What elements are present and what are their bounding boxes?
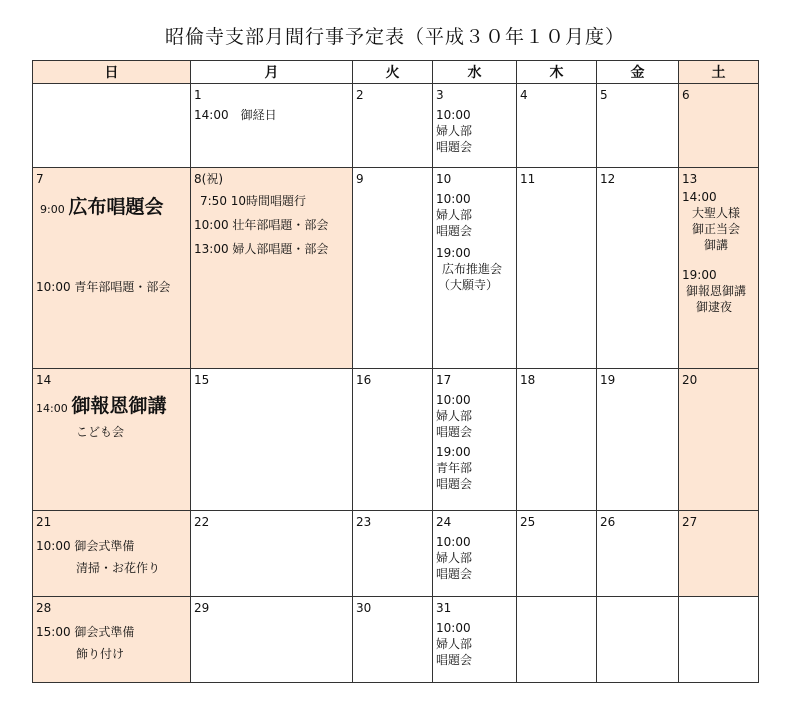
day-number: 5 [600,88,608,102]
day-cell-26 [597,511,679,597]
day-cell-22 [191,511,353,597]
day-number: 13 [682,172,698,186]
event-line: 唱題会 [436,653,473,667]
day-number: 1 [194,88,202,102]
day-number: 2 [356,88,364,102]
day-number: 31 [436,601,452,615]
day-cell-18 [517,369,597,511]
day-cell-15 [191,369,353,511]
event-line: 広布推進会 [442,262,503,276]
day-cell-3 [433,84,517,168]
day-number: 12 [600,172,616,186]
event-line: 御正当会 [692,222,741,236]
event-time: 14:00 [682,190,717,204]
event-line: 婦人部 [436,208,473,222]
day-number: 14 [36,373,52,387]
week-row [33,84,759,168]
week-row [33,369,759,511]
day-cell-1 [191,84,353,168]
day-cell-6 [679,84,759,168]
event-line: 飾り付け [76,647,125,661]
event-line: 婦人部 [436,124,473,138]
event-line: 婦人部 [436,637,473,651]
event-line: 御逮夜 [696,300,733,314]
day-number: 10 [436,172,452,186]
day-cell-29 [191,597,353,683]
event-line: 唱題会 [436,477,473,491]
event-time: 9:00 [40,203,65,216]
day-cell [679,597,759,683]
event-line: 御講 [704,238,729,252]
day-cell-16 [353,369,433,511]
page-title: 昭倫寺支部月間行事予定表（平成３０年１０月度） [164,26,625,48]
event-title: 広布唱題会 [68,196,164,218]
event-line: 婦人部 [436,551,473,565]
weekday-thu: 木 [517,61,597,84]
day-cell-10 [433,168,517,369]
day-number: 7 [36,172,44,186]
day-number: 28 [36,601,52,615]
day-number: 6 [682,88,690,102]
day-cell-30 [353,597,433,683]
event-line: 青年部 [436,461,473,475]
week-row [33,168,759,369]
day-cell-21 [33,511,191,597]
day-cell [597,597,679,683]
event-line: 清掃・お花作り [76,561,161,575]
event-line: 10:00 御会式準備 [36,539,135,553]
weekday-header-row [33,61,759,84]
event-headline [36,394,187,418]
day-cell-8 [191,168,353,369]
weekday-wed: 水 [433,61,517,84]
day-number: 3 [436,88,444,102]
day-number: 27 [682,515,698,529]
day-number: 30 [356,601,372,615]
calendar-table [32,60,759,683]
week-row [33,597,759,683]
event-line: 唱題会 [436,567,473,581]
event-time: 14:00 [36,402,68,415]
weekday-mon: 月 [191,61,353,84]
day-cell-24 [433,511,517,597]
day-number: 16 [356,373,372,387]
event-line: 唱題会 [436,140,473,154]
day-cell-5 [597,84,679,168]
day-number: 18 [520,373,536,387]
day-cell-12 [597,168,679,369]
weekday-sat: 土 [679,61,759,84]
day-number: 19 [600,373,616,387]
day-number: 20 [682,373,698,387]
day-cell-11 [517,168,597,369]
event-line: 14:00 御経日 [194,108,277,122]
day-number: 8(祝) [194,172,223,186]
day-cell-27 [679,511,759,597]
day-cell-28 [33,597,191,683]
weekday-fri: 金 [597,61,679,84]
event-time: 19:00 [436,445,471,459]
event-line: （大願寺） [438,278,499,292]
event-time: 19:00 [436,246,471,260]
day-number: 17 [436,373,452,387]
event-line: 御報恩御講 [686,284,747,298]
event-time: 10:00 [436,192,471,206]
event-time: 10:00 [436,535,471,549]
event-time: 10:00 [436,108,471,122]
day-number: 26 [600,515,616,529]
day-cell-2 [353,84,433,168]
day-number: 21 [36,515,52,529]
day-number: 15 [194,373,210,387]
event-line: 大聖人様 [692,206,741,220]
day-cell-14 [33,369,191,511]
event-line: 唱題会 [436,224,473,238]
event-line: 10:00 壮年部唱題・部会 [194,218,329,232]
day-cell-9 [353,168,433,369]
day-cell-7 [33,168,191,369]
event-line: 10:00 青年部唱題・部会 [36,280,171,294]
event-line: 15:00 御会式準備 [36,625,135,639]
day-number: 23 [356,515,372,529]
day-cell-23 [353,511,433,597]
weekday-sun: 日 [33,61,191,84]
event-title: 御報恩御講 [71,395,167,417]
day-cell-17 [433,369,517,511]
day-cell [517,597,597,683]
event-line: 13:00 婦人部唱題・部会 [194,242,329,256]
event-line: 婦人部 [436,409,473,423]
day-cell-25 [517,511,597,597]
event-line: 7:50 10時間唱題行 [200,194,307,208]
weekday-tue: 火 [353,61,433,84]
day-cell-13 [679,168,759,369]
day-cell-4 [517,84,597,168]
day-number: 9 [356,172,364,186]
event-time: 10:00 [436,621,471,635]
event-headline [36,195,187,219]
day-cell [33,84,191,168]
day-cell-31 [433,597,517,683]
event-line: こども会 [76,425,125,439]
day-number: 29 [194,601,210,615]
day-number: 25 [520,515,536,529]
week-row [33,511,759,597]
day-number: 22 [194,515,210,529]
day-number: 11 [520,172,536,186]
event-time: 10:00 [436,393,471,407]
event-line: 唱題会 [436,425,473,439]
day-cell-20 [679,369,759,511]
day-number: 4 [520,88,528,102]
day-cell-19 [597,369,679,511]
event-time: 19:00 [682,268,717,282]
day-number: 24 [436,515,452,529]
